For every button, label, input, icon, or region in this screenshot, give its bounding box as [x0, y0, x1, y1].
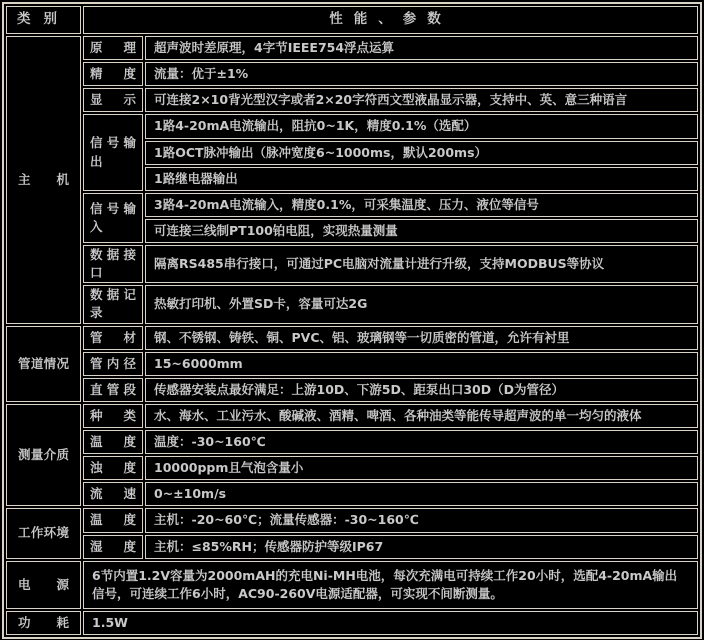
row-data-interface-label: 数据接口 — [83, 245, 143, 283]
row-signal-output-value-3: 1路继电器输出 — [145, 167, 698, 191]
table-row — [6, 62, 698, 86]
row-pipe-straight-value: 传感器安装点最好满足：上游10D、下游5D、距泵出口30D（D为管径） — [145, 378, 698, 402]
table-row — [6, 352, 698, 376]
section-environment-label: 工作环境 — [6, 508, 81, 558]
table-row — [6, 535, 698, 559]
row-medium-velocity-value: 0~±10m/s — [145, 482, 698, 506]
row-env-temperature-label: 温度 — [83, 508, 143, 532]
row-medium-type-value: 水、海水、工业污水、酸碱液、酒精、啤酒、各种油类等能传导超声波的单一均匀的液体 — [145, 404, 698, 428]
section-medium-label: 测量介质 — [6, 404, 81, 507]
table-row — [6, 114, 698, 138]
table-row — [6, 456, 698, 480]
row-env-temperature-value: 主机：-20~60℃；流量传感器：-30~160℃ — [145, 508, 698, 532]
row-accuracy-label: 精度 — [83, 62, 143, 86]
header-category: 类别 — [6, 6, 81, 34]
row-medium-temperature-value: 温度：-30~160℃ — [145, 430, 698, 454]
table-row — [6, 285, 698, 323]
row-data-logging-label: 数据记录 — [83, 285, 143, 323]
row-pipe-material-value: 钢、不锈钢、铸铁、铜、PVC、铝、玻璃钢等一切质密的管道，允许有衬里 — [145, 326, 698, 350]
table-row — [6, 430, 698, 454]
table-row — [6, 193, 698, 217]
row-signal-input-label: 信号输入 — [83, 193, 143, 243]
table-row — [6, 482, 698, 506]
row-pipe-material-label: 管材 — [83, 326, 143, 350]
row-display-label: 显示 — [83, 88, 143, 112]
table-row — [6, 561, 698, 609]
row-signal-input-value-1: 3路4-20mA电流输入，精度0.1%，可采集温度、压力、液位等信号 — [145, 193, 698, 217]
table-row — [6, 508, 698, 532]
section-power-label: 电源 — [6, 561, 81, 609]
row-signal-input-value-2: 可连接三线制PT100铂电阻，实现热量测量 — [145, 219, 698, 243]
row-signal-output-label: 信号输出 — [83, 114, 143, 190]
row-medium-velocity-label: 流速 — [83, 482, 143, 506]
table-row — [6, 404, 698, 428]
row-power-value: 6节内置1.2V容量为2000mAH的充电Ni-MH电池，每次充满电可持续工作20小时，选配4-20mA输出信号，可连续工作6小时，AC90-260V电源适配器，可实现不间断测量。 — [83, 561, 698, 609]
table-row — [6, 245, 698, 283]
row-medium-temperature-label: 温度 — [83, 430, 143, 454]
row-accuracy-value: 流量：优于±1% — [145, 62, 698, 86]
row-principle-value: 超声波时差原理，4字节IEEE754浮点运算 — [145, 36, 698, 60]
row-env-humidity-label: 湿度 — [83, 535, 143, 559]
section-consumption-label: 功耗 — [6, 611, 81, 635]
row-pipe-diameter-label: 管内径 — [83, 352, 143, 376]
section-host-label: 主机 — [6, 36, 81, 324]
table-header-row — [6, 6, 698, 34]
table-row — [6, 36, 698, 60]
table-row — [6, 326, 698, 350]
row-pipe-straight-label: 直管段 — [83, 378, 143, 402]
row-consumption-value: 1.5W — [83, 611, 698, 635]
table-row — [6, 378, 698, 402]
row-data-interface-value: 隔离RS485串行接口，可通过PC电脑对流量计进行升级，支持MODBUS等协议 — [145, 245, 698, 283]
row-principle-label: 原理 — [83, 36, 143, 60]
row-signal-output-value-2: 1路OCT脉冲输出（脉冲宽度6~1000ms，默认200ms） — [145, 141, 698, 165]
row-env-humidity-value: 主机：≤85%RH；传感器防护等级IP67 — [145, 535, 698, 559]
row-data-logging-value: 热敏打印机、外置SD卡，容量可达2G — [145, 285, 698, 323]
row-medium-type-label: 种类 — [83, 404, 143, 428]
section-pipe-label: 管道情况 — [6, 326, 81, 402]
table-row — [6, 88, 698, 112]
row-medium-turbidity-label: 浊度 — [83, 456, 143, 480]
spec-table — [2, 2, 702, 639]
header-performance: 性能、参数 — [83, 6, 698, 34]
row-medium-turbidity-value: 10000ppm且气泡含量小 — [145, 456, 698, 480]
row-display-value: 可连接2×10背光型汉字或者2×20字符西文型液晶显示器，支持中、英、意三种语言 — [145, 88, 698, 112]
table-row — [6, 611, 698, 635]
row-pipe-diameter-value: 15~6000mm — [145, 352, 698, 376]
row-signal-output-value-1: 1路4-20mA电流输出，阻抗0~1K，精度0.1%（选配） — [145, 114, 698, 138]
